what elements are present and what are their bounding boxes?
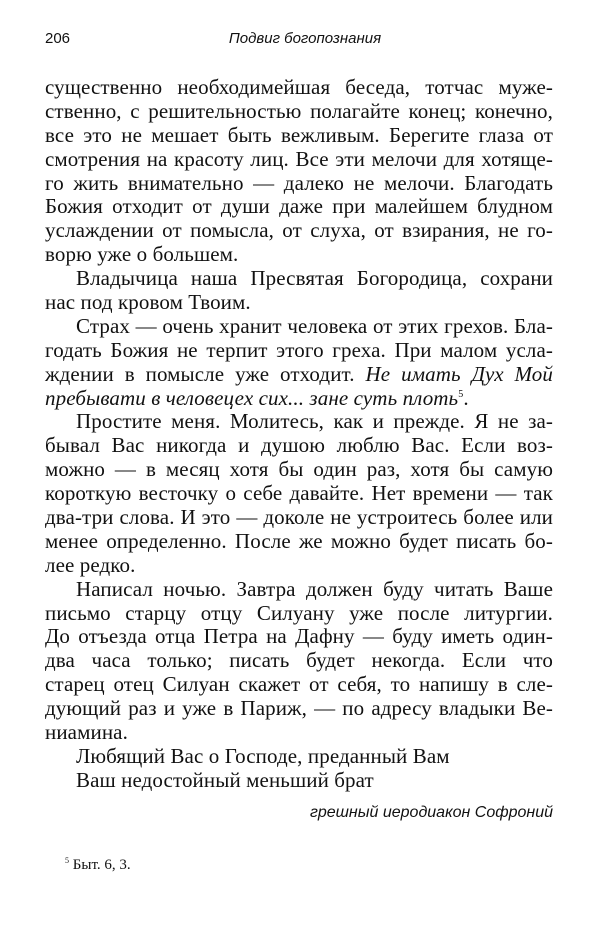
closing-line: Ваш недостойный меньший брат [76, 767, 374, 792]
body-text [45, 76, 553, 793]
italic-quote: пребывати в человецех сих... зане суть плоть [45, 385, 459, 410]
text-span: . [463, 385, 469, 410]
text-line: письмо старцу отцу Силуану уже после литургии. [45, 600, 553, 625]
paragraph [45, 267, 553, 315]
text-line: ворю уже о большем. [45, 242, 239, 267]
text-line: Написал ночью. Завтра должен буду читать Ваше [76, 576, 553, 601]
text-line: два часа только; писать будет некогда. Если что [45, 648, 553, 673]
signature: грешный иеродиакон Софроний [309, 804, 553, 821]
text-line: существенно необходимейшая беседа, тотчас муже- [45, 75, 553, 99]
footnote-marker: 5 [65, 856, 69, 865]
text-line: дующий раз и уже в Париж, — по адресу владыки Ве- [45, 696, 553, 721]
text-line: бывал Вас никогда и душою люблю Вас. Если воз- [45, 433, 553, 458]
text-line [45, 387, 553, 411]
text-line: Простите меня. Молитесь, как и прежде. Я не за- [76, 409, 553, 434]
italic-quote: Не имать Дух Мой [365, 361, 553, 386]
paragraph [45, 410, 553, 577]
paragraph [45, 315, 553, 411]
text-line: До отъезда отца Петра на Дафну — буду иметь один- [45, 624, 553, 649]
text-line: менее определенно. После же можно будет писать бо- [45, 528, 553, 553]
text-line: лее редко. [45, 552, 136, 577]
footnote-reference: 5 [458, 388, 464, 400]
text-line: го жить внимательно — далеко не мелочи. Благодать [45, 170, 553, 195]
footnote-text: Быт. 6, 3. [72, 857, 131, 873]
text-line: годать Божия не терпит этого греха. При малом усла- [45, 337, 553, 362]
page-number: 206 [45, 30, 71, 47]
closing-line: Любящий Вас о Господе, преданный Вам [76, 743, 450, 768]
text-line: можно — в месяц хотя бы один раз, хотя бы самую [45, 457, 553, 482]
text-line: ниамина. [45, 720, 128, 745]
text-line: Божия отходит от души даже при малейшем блудном [45, 194, 553, 219]
running-title: Подвиг богопознания [228, 30, 382, 47]
text-line: нас под кровом Твоим. [45, 290, 251, 315]
paragraph [45, 76, 553, 267]
text-line: старец отец Силуан скажет от себя, то напишу в сле- [45, 672, 553, 697]
text-line [45, 363, 553, 387]
paragraph [45, 578, 553, 745]
footnote [65, 857, 131, 874]
text-line: ственно, с решительностью полагайте конец; конечно, [45, 98, 553, 123]
text-line: Страх — очень хранит человека от этих грехов. Бла- [76, 313, 553, 338]
text-line: все это не мешает быть вежливым. Берегите глаза от [45, 122, 553, 147]
text-line: услаждении от помысла, от слуха, от взирания, не го- [45, 218, 553, 243]
text-line: короткую весточку о себе давайте. Нет времени — так [45, 481, 553, 506]
text-line: Владычица наша Пресвятая Богородица, сохрани [76, 266, 553, 291]
text-line: смотрения на красоту лиц. Все эти мелочи для хотяще- [45, 146, 553, 171]
text-span: ждении в помысле уже отходит. [45, 361, 366, 386]
text-line: два-три слова. И это — доколе не устроитесь более или [45, 505, 553, 530]
